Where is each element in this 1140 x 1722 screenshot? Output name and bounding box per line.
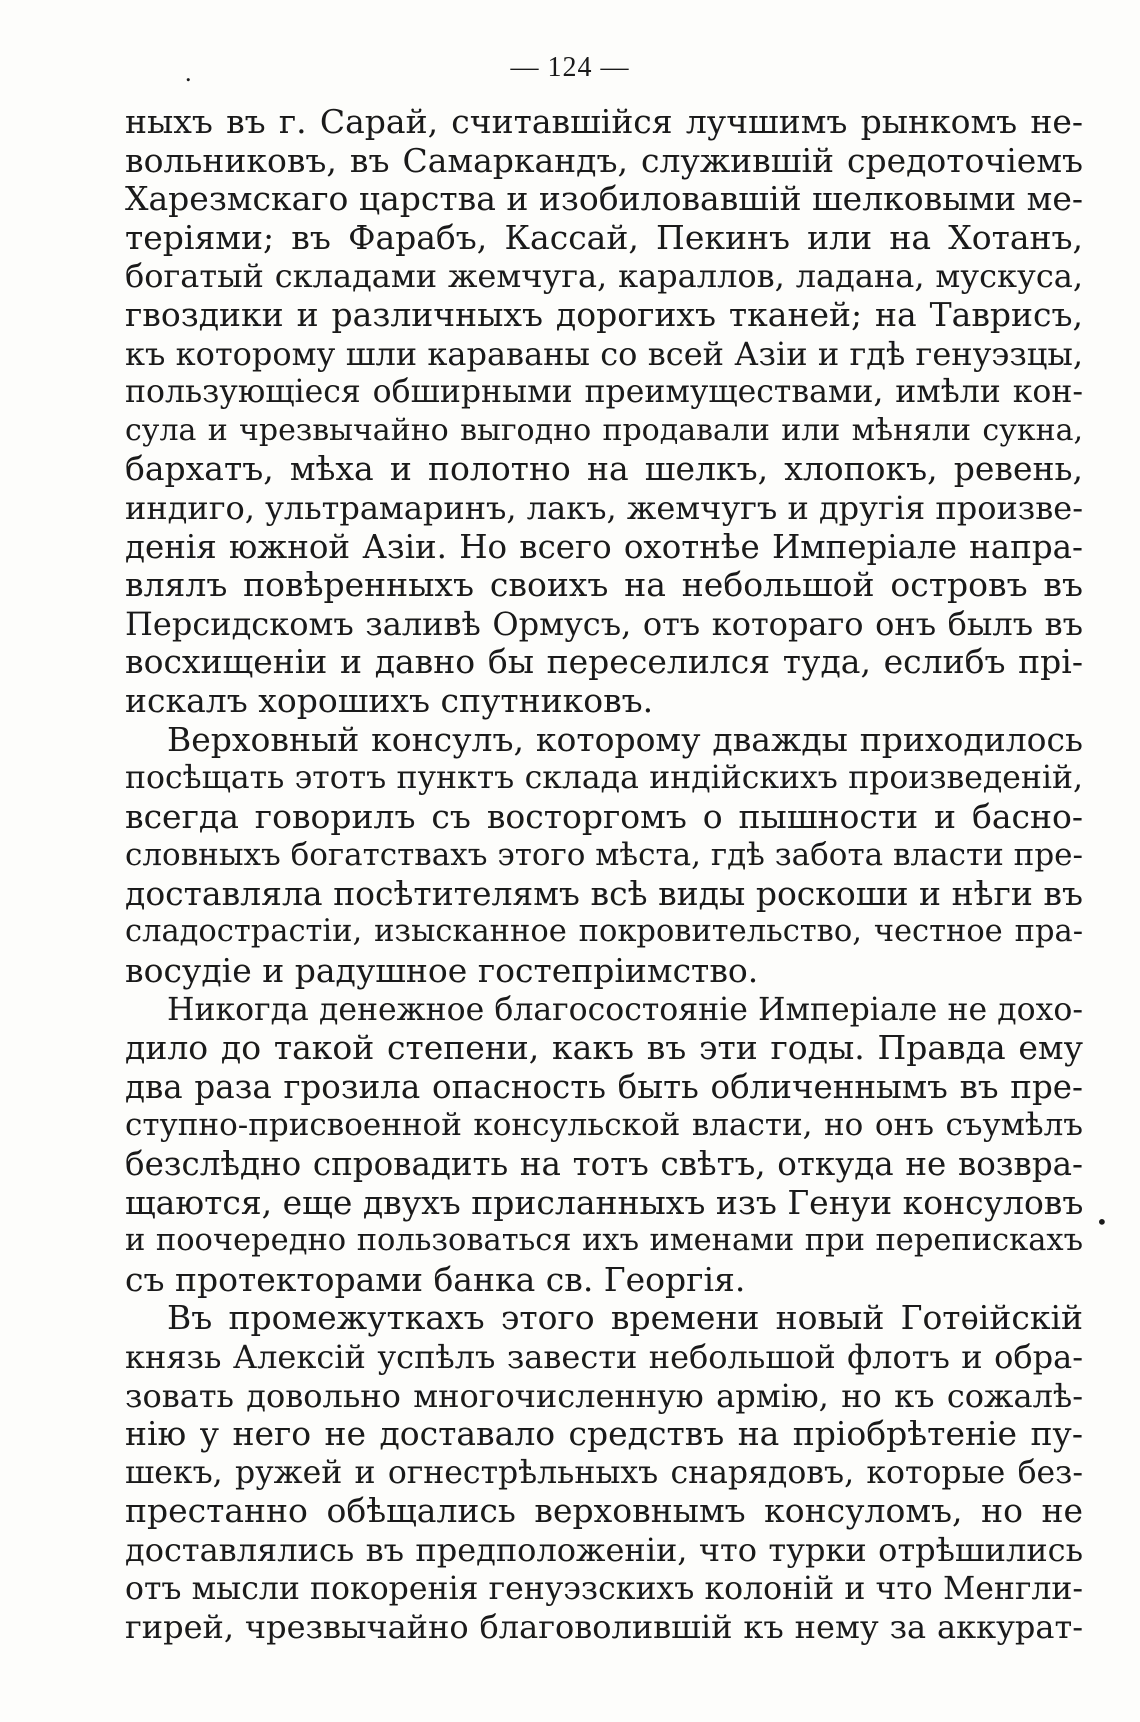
text-line: Никогда денежное благосостояніе Имперіале не дохо- bbox=[167, 991, 1083, 1028]
text-line: престанно обѣщались верховнымъ консуломъ, но не bbox=[125, 1492, 1083, 1531]
text-line: зовать довольно многочисленную армію, но къ сожалѣ- bbox=[125, 1376, 1083, 1415]
text-line: восудіе и радушное гостепріимство. bbox=[125, 952, 759, 991]
text-line: ныхъ въ г. Сарай, считавшійся лучшимъ рынкомъ не- bbox=[125, 103, 1083, 141]
text-line: теріями; въ Фарабъ, Кассай, Пекинъ или на Хотанъ, bbox=[125, 218, 1083, 257]
text-line: съ протекторами банка св. Георгія. bbox=[125, 1260, 746, 1299]
text-line: индиго, ультрамаринъ, лакъ, жемчугъ и другія произве- bbox=[125, 488, 1083, 527]
text-line: безслѣдно спровадить на тотъ свѣтъ, откуда не возвра- bbox=[125, 1145, 1083, 1184]
text-line: къ которому шли караваны со всей Азіи и гдѣ генуэзцы, bbox=[125, 334, 1083, 373]
text-line: восхищеніи и давно бы переселился туда, еслибъ прі- bbox=[125, 643, 1083, 682]
text-line: Верховный консулъ, которому дважды приходилось bbox=[167, 720, 1083, 759]
text-line: сладострастіи, изысканное покровительство, честное пра- bbox=[125, 914, 1083, 950]
text-line: Харезмскаго царства и изобиловавшій шелковыми ме- bbox=[125, 180, 1083, 219]
text-line: Персидскомъ заливѣ Ормусъ, отъ котораго онъ былъ въ bbox=[125, 604, 1083, 643]
text-line: доставляла посѣтителямъ всѣ виды роскоши и нѣги въ bbox=[125, 874, 1083, 913]
text-line: влялъ повѣренныхъ своихъ на небольшой островъ въ bbox=[125, 566, 1083, 605]
text-line: князь Алексій успѣлъ завести небольшой флотъ и обра- bbox=[125, 1338, 1083, 1376]
text-line: доставлялись въ предположеніи, что турки отрѣшились bbox=[125, 1530, 1083, 1569]
text-line: посѣщать этотъ пунктъ склада индійскихъ произведеній, bbox=[125, 760, 1083, 797]
text-line: щаются, еще двухъ присланныхъ изъ Генуи консуловъ bbox=[125, 1183, 1083, 1222]
text-line: Въ промежуткахъ этого времени новый Готѳійскій bbox=[167, 1299, 1083, 1338]
page-number: — 124 — bbox=[510, 52, 630, 83]
text-line: вольниковъ, въ Самаркандъ, служившій средоточіемъ bbox=[125, 141, 1083, 180]
margin-dot: . bbox=[185, 58, 192, 87]
text-line: денія южной Азіи. Но всего охотнѣе Имперіале напра- bbox=[125, 527, 1083, 566]
text-line: гирей, чрезвычайно благоволившій къ нему за аккурат- bbox=[125, 1608, 1083, 1647]
text-line: гвоздики и различныхъ дорогихъ тканей; на Таврисъ, bbox=[125, 295, 1083, 334]
text-line: ступно-присвоенной консульской власти, но онъ съумѣлъ bbox=[125, 1107, 1083, 1144]
page-body-text bbox=[125, 103, 1083, 1647]
text-line: искалъ хорошихъ спутниковъ. bbox=[125, 681, 654, 720]
text-line: пользующіеся обширными преимуществами, имѣли кон- bbox=[125, 374, 1083, 411]
margin-mark: • bbox=[1096, 1210, 1108, 1234]
text-line: шекъ, ружей и огнестрѣльныхъ снарядовъ, которые без- bbox=[125, 1454, 1083, 1491]
text-line: сула и чрезвычайно выгодно продавали или мѣняли сукна, bbox=[125, 412, 1083, 448]
text-line: всегда говорилъ съ восторгомъ о пышности и басно- bbox=[125, 797, 1083, 836]
text-line: нію у него не доставало средствъ на пріобрѣтеніе пу- bbox=[125, 1415, 1083, 1454]
text-line: бархатъ, мѣха и полотно на шелкъ, хлопокъ, ревень, bbox=[125, 450, 1083, 489]
text-line: два раза грозила опасность быть обличеннымъ въ пре- bbox=[125, 1067, 1083, 1106]
text-line: отъ мысли покоренія генуэзскихъ колоній и что Менгли- bbox=[125, 1570, 1083, 1607]
text-line: и поочередно пользоваться ихъ именами при перепискахъ bbox=[125, 1223, 1083, 1259]
text-line: словныхъ богатствахъ этого мѣста, гдѣ забота власти пре- bbox=[125, 837, 1083, 874]
text-line: богатый складами жемчуга, караллов, ладана, мускуса, bbox=[125, 257, 1083, 296]
text-line: дило до такой степени, какъ въ эти годы. Правда ему bbox=[125, 1029, 1083, 1068]
